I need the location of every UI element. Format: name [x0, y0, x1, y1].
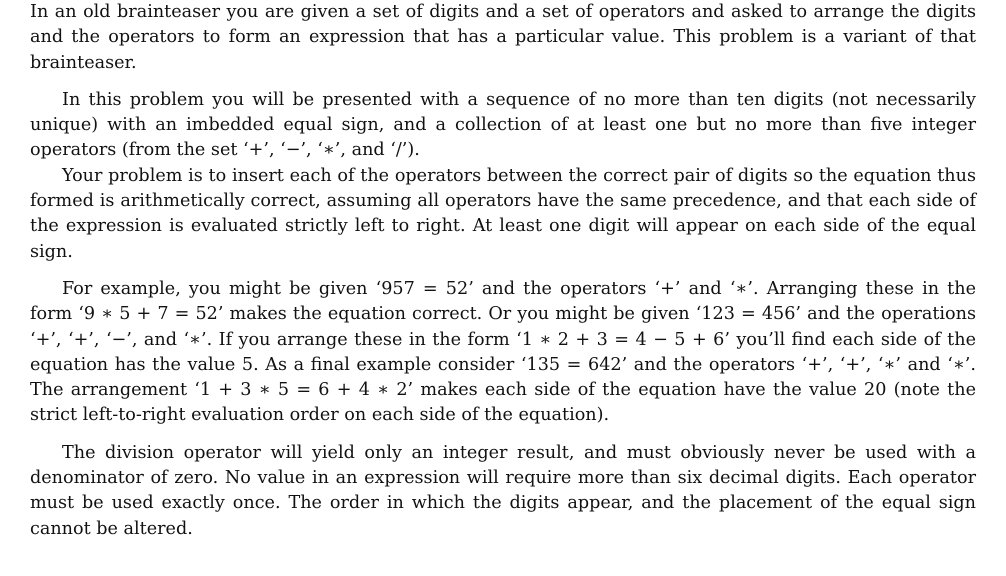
problem-statement — [30, 0, 976, 542]
intro-paragraph: In an old brainteaser you are given a set of digits and a set of operators and asked to arrange the digits and the operators to form an expression that has a particular value. This problem is a variant of that brainteaser. — [30, 2, 976, 73]
input-description-paragraph: In this problem you will be presented with a sequence of no more than ten digits (not necessarily unique) with an imbedded equal sign, and a collection of at least one but no more than five integer operators (from the set ‘+’, ‘−’, ‘∗’, and ‘/’). — [30, 89, 976, 161]
examples-paragraph: For example, you might be given ‘957 = 52’ and the operators ‘+’ and ‘∗’. Arranging these in the form ‘9 ∗ 5 + 7 = 52’ makes the equation correct. Or you might be given ‘123 = 456’ and the operations ‘+’, ‘+’, ‘−’, and ‘∗’. If you arrange these in the form ‘1 ∗ 2 + 3 = 4 − 5 + 6’ you’ll find each side of the equation has the value 5. As a final example consider ‘135 = 642’ and the operators ‘+’, ‘+’, ‘∗’ and ‘∗’. The arrangement ‘1 + 3 ∗ 5 = 6 + 4 ∗ 2’ makes each side of the equation have the value 20 (note the strict left-to-right evaluation order on each side of the equation). — [30, 278, 976, 426]
constraints-paragraph: The division operator will yield only an integer result, and must obviously never be used with a denominator of zero. No value in an expression will require more than six decimal digits. Each operator must be used exactly once. The order in which the digits appear, and the placement of the equal sign cannot be altered. — [30, 442, 976, 539]
task-paragraph: Your problem is to insert each of the operators between the correct pair of digits so the equation thus formed is arithmetically correct, assuming all operators have the same precedence, and that each side of the expression is evaluated strictly left to right. At least one digit will appear on each side of the equal sign. — [30, 165, 976, 262]
